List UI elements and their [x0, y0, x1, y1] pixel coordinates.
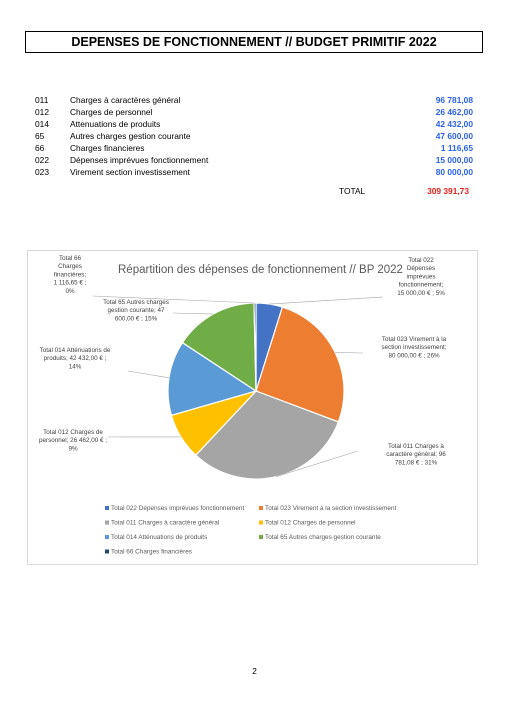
row-code: 023: [35, 167, 49, 177]
pie-chart-svg: [28, 251, 477, 564]
page-title: DEPENSES DE FONCTIONNEMENT // BUDGET PRIMITIF 2022: [25, 31, 483, 53]
table-row: [35, 130, 473, 142]
leader-line: [128, 371, 169, 378]
data-label: Total 66 Charges financières; 1 116,65 € ; 0%: [53, 255, 87, 295]
total-amount: 309 391,73: [427, 186, 469, 196]
row-amount: 26 462,00: [435, 107, 473, 117]
pie-chart: [27, 250, 478, 565]
row-code: 011: [35, 95, 49, 105]
table-row: [35, 94, 473, 106]
row-code: 65: [35, 131, 45, 141]
row-code: 022: [35, 155, 49, 165]
legend-entry: Total 65 Autres charges gestion courante: [265, 534, 381, 541]
row-code: 66: [35, 143, 45, 153]
data-label: Total 014 Atténuations de produits; 42 432,00 € ; 14%: [39, 347, 111, 371]
legend-entry: Total 023 Virement à la section investissement: [265, 505, 397, 512]
row-amount: 47 600,00: [435, 131, 473, 141]
chart-title: Répartition des dépenses de fonctionnement // BP 2022: [118, 264, 403, 276]
row-code: 014: [35, 119, 49, 129]
total-row: [35, 185, 469, 197]
legend-swatch: [259, 535, 263, 539]
leader-line: [269, 297, 383, 304]
row-amount: 15 000,00: [435, 155, 473, 165]
legend-swatch: [105, 521, 109, 525]
data-label: Total 65 Autres charges gestion courante; 47 600,00 € ; 15%: [103, 299, 169, 323]
table-row: [35, 154, 473, 166]
row-label: Charges de personnel: [70, 107, 153, 117]
legend-swatch: [259, 521, 263, 525]
legend-swatch: [105, 550, 109, 554]
row-label: Charges à caractères général: [70, 95, 181, 105]
table-row: [35, 118, 473, 130]
data-label: Total 023 Virement à la section investissement; 80 000,00 € ; 26%: [381, 336, 447, 360]
legend-entry: Total 022 Dépenses imprévues fonctionnement: [111, 505, 245, 512]
row-label: Autres charges gestion courante: [70, 131, 191, 141]
row-label: Virement section investissement: [70, 167, 190, 177]
leader-line: [335, 352, 363, 353]
data-label: Total 011 Charges à caractère général; 96 781,08 € ; 31%: [386, 443, 446, 467]
table-row: [35, 106, 473, 118]
row-amount: 96 781,08: [435, 95, 473, 105]
legend-swatch: [105, 535, 109, 539]
row-amount: 42 432,00: [435, 119, 473, 129]
data-label: Total 012 Charges de personnel; 26 462,00 € ; 9%: [39, 429, 107, 453]
data-label: Total 022 Dépenses imprévues fonctionnement; 15 000,00 € ; 5%: [397, 257, 445, 297]
leader-line: [173, 313, 213, 314]
budget-table: [35, 94, 473, 178]
legend-entry: Total 011 Charges à caractère général: [111, 519, 220, 527]
row-label: Charges financieres: [70, 143, 145, 153]
legend-entry: Total 66 Charges financières: [111, 548, 192, 556]
legend-swatch: [105, 506, 109, 510]
legend-entry: Total 014 Atténuations de produits: [111, 534, 208, 541]
page-number: 2: [252, 666, 257, 676]
table-row: [35, 166, 473, 178]
total-label: TOTAL: [339, 186, 366, 196]
row-amount: 80 000,00: [435, 167, 473, 177]
legend-swatch: [259, 506, 263, 510]
row-amount: 1 116,65: [440, 143, 473, 153]
row-label: Attenuations de produits: [70, 119, 161, 129]
row-code: 012: [35, 107, 49, 117]
legend-entry: Total 012 Charges de personnel: [265, 519, 356, 527]
row-label: Dépenses imprévues fonctionnement: [70, 155, 209, 165]
table-row: [35, 142, 473, 154]
